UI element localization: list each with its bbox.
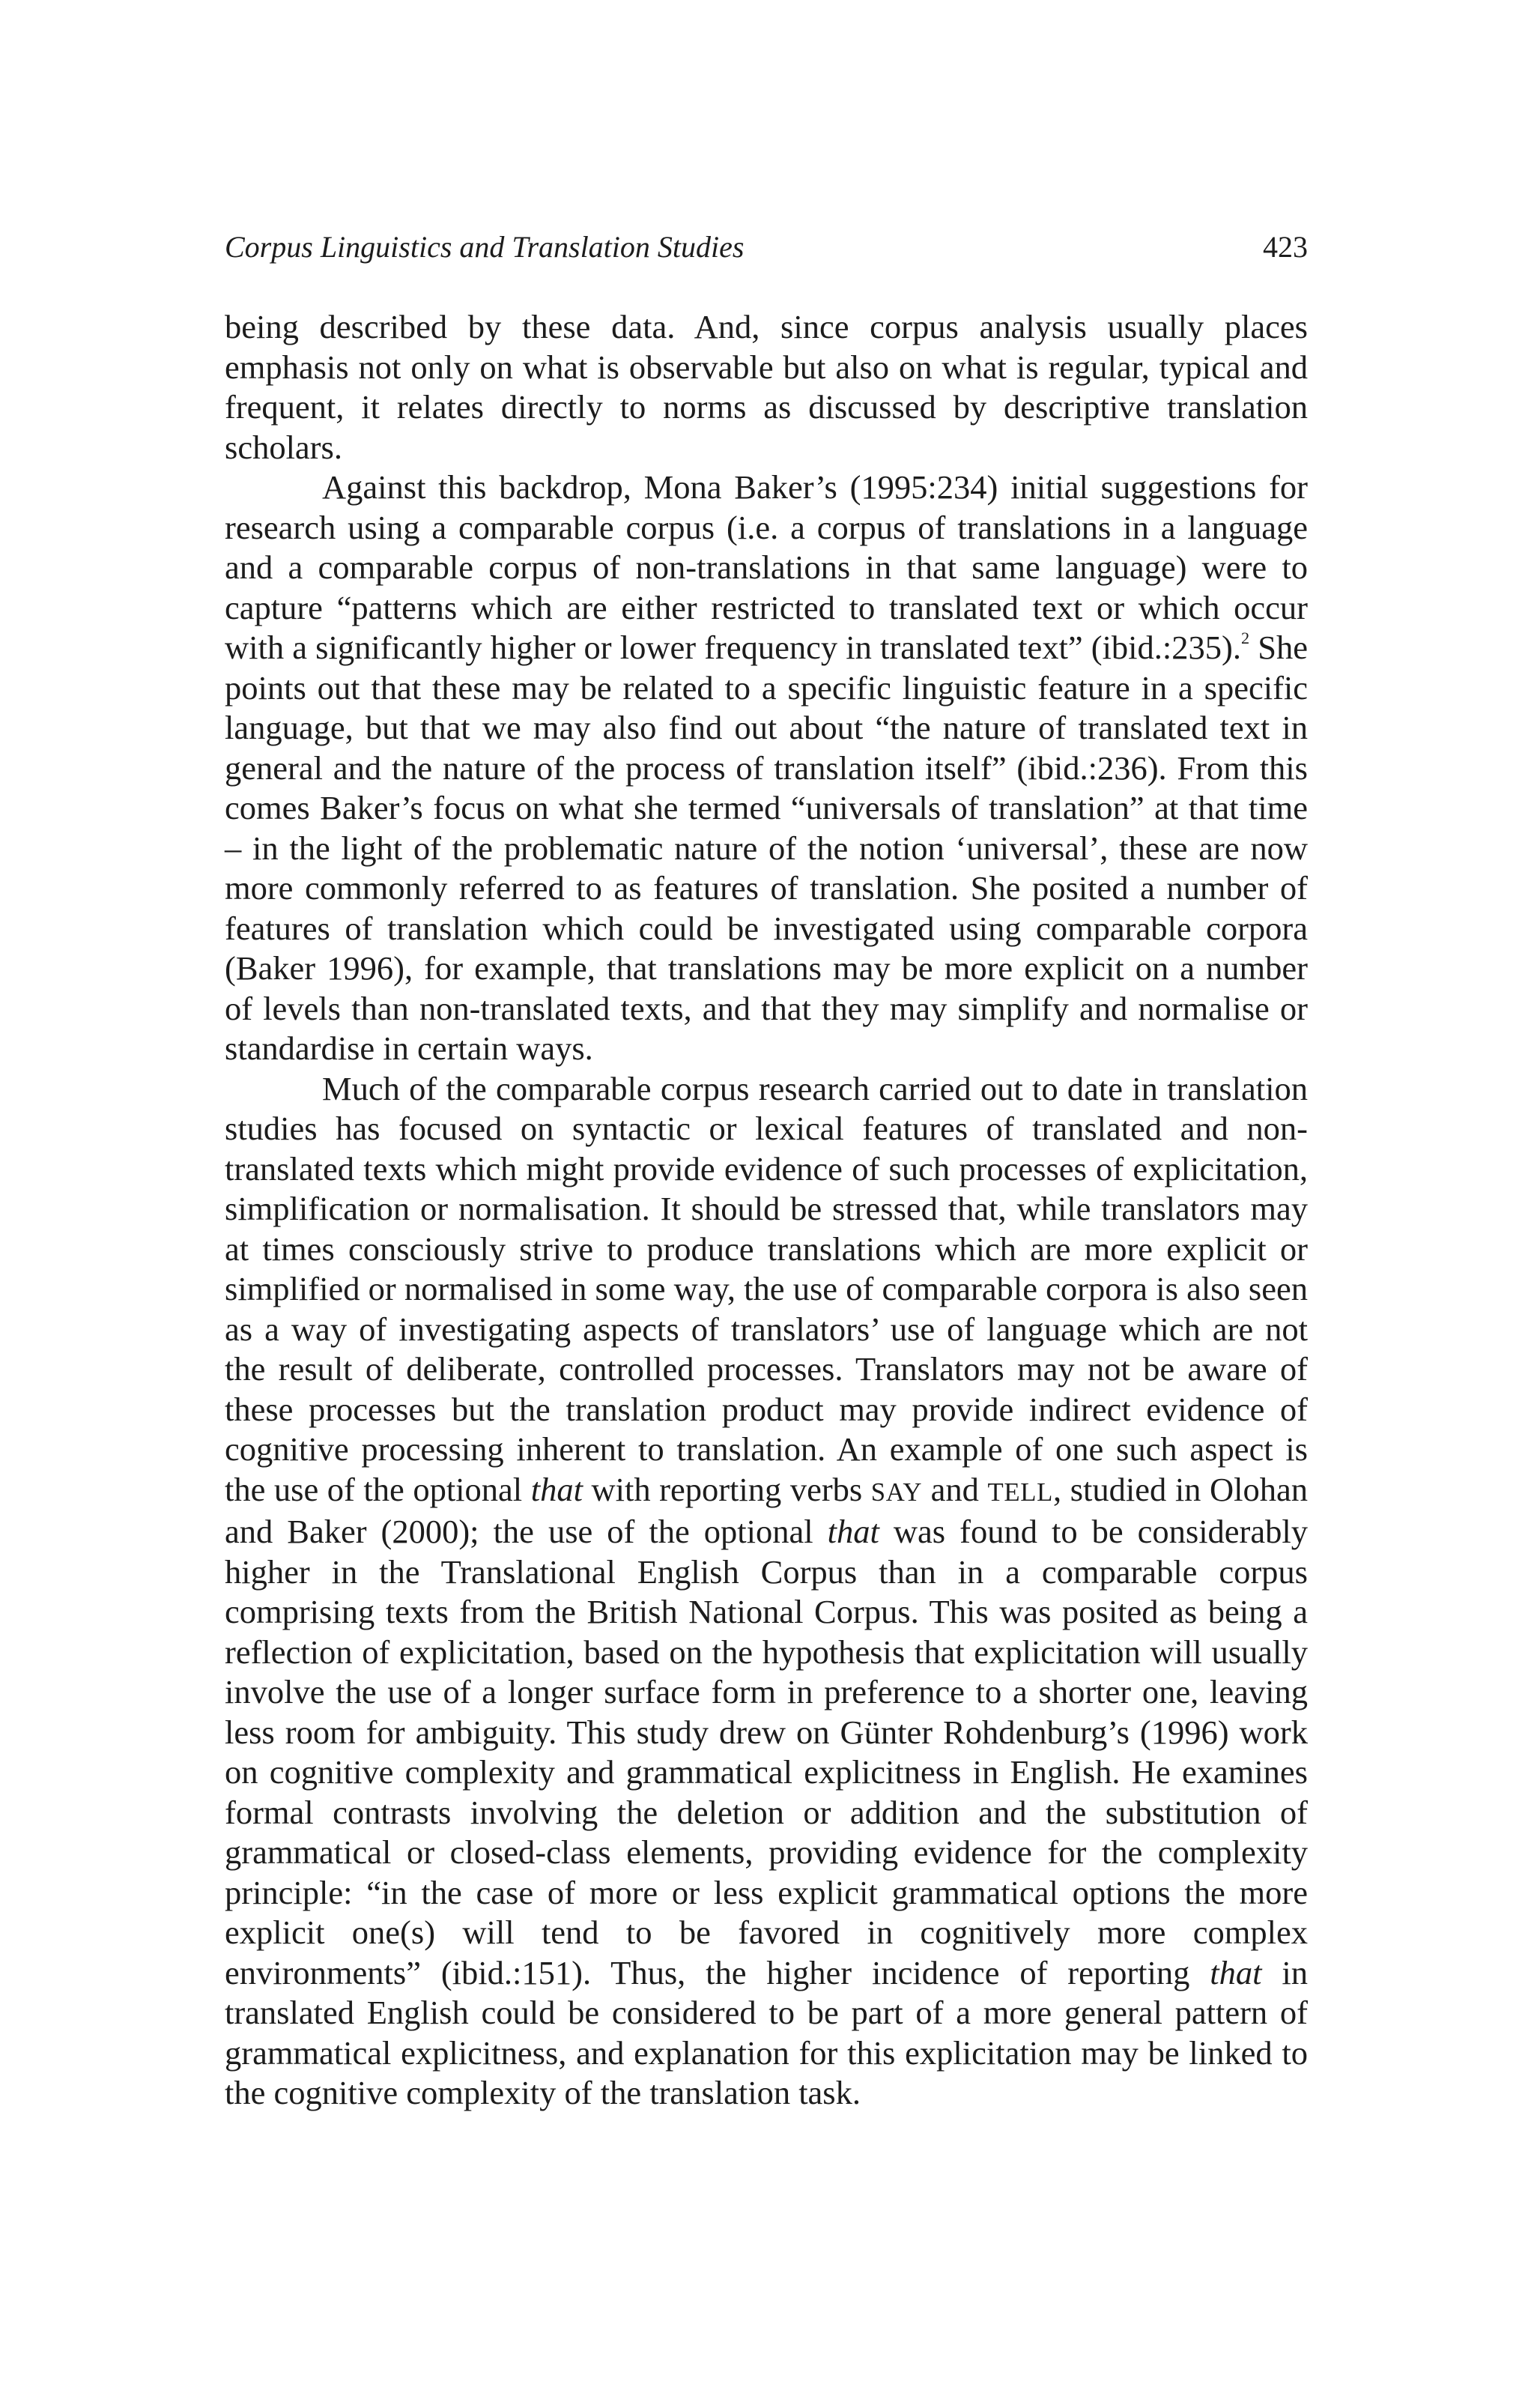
italic-that-2: that <box>827 1513 879 1550</box>
paragraph-2 <box>225 468 1308 1069</box>
running-title: Corpus Linguistics and Translation Studies <box>225 230 745 264</box>
paragraph-1: being described by these data. And, since corpus analysis usually places emphasis not only on what is observable but also on what is regular, typical and frequent, it relates directly to norms as discussed by descriptive translation scholars. <box>225 308 1308 466</box>
paragraph-3-text-c: and <box>922 1470 988 1508</box>
paragraph-3-text-e: was found to be considerably higher in the Translational English Corpus than in a comparable corpus comprising texts from the British National Corpus. This was posited as being a reflection of explicitation, based on the hypothesis that explicitation will usually involve the use of a longer surface form in preference to a shorter one, leaving less room for ambiguity. This study drew on Günter Rohdenburg’s (1996) work on cognitive complexity and grammatical explicitness in English. He examines formal contrasts involving the deletion or addition and the substitution of grammatical or closed-class elements, providing evidence for the complexity principle: “in the case of more or less explicit grammatical options the more explicit one(s) will tend to be favored in cognitively more complex environments” (ibid.:151). Thus, the higher incidence of reporting <box>225 1513 1308 1991</box>
footnote-marker: 2 <box>1240 628 1250 647</box>
paragraph-3-text-f: in translated English could be considered to be part of a more general pattern of grammatical explicitness, and explanation for this explicitation may be linked to the cognitive complexity of the translation task. <box>225 1953 1308 2111</box>
paragraph-3-text-d: , studied in Olohan and Baker (2000); the use of the optional <box>225 1470 1308 1550</box>
paragraph-3-text-b: with reporting verbs <box>582 1470 871 1508</box>
paragraph-2-text-b: She points out that these may be related to a specific linguistic feature in a specific language, but that we may also find out about “the nature of translated text in general and the nature of the process of translation itself” (ibid.:236). From this comes Baker’s focus on what she termed “universals of translation” at that time – in the light of the problematic nature of the notion ‘universal’, these are now more commonly referred to as features of translation. She posited a number of features of translation which could be investigated using comparable corpora (Baker 1996), for example, that translations may be more explicit on a number of levels than non-translated texts, and that they may simplify and normalise or standardise in certain ways. <box>225 629 1308 1067</box>
small-caps-say: SAY <box>870 1477 923 1507</box>
small-caps-tell: TELL <box>987 1477 1054 1507</box>
italic-that-3: that <box>1210 1953 1262 1991</box>
paragraph-3 <box>225 1069 1308 2114</box>
italic-that-1: that <box>530 1470 583 1508</box>
body-text <box>225 307 1308 2114</box>
running-head <box>225 225 1308 270</box>
page-number: 423 <box>1263 230 1308 264</box>
paragraph-3-text-a: Much of the comparable corpus research carried out to date in translation studies has focused on syntactic or lexical features of translated and non-translated texts which might provide evidence of such processes of explicitation, simplification or normalisation. It should be stressed that, while translators may at times consciously strive to produce translations which are more explicit or simplified or normalised in some way, the use of comparable corpora is also seen as a way of investigating aspects of translators’ use of language which are not the result of deliberate, controlled processes. Translators may not be aware of these processes but the translation product may provide indirect evidence of cognitive processing inherent to translation. An example of one such aspect is the use of the optional <box>225 1069 1308 1508</box>
paragraph-2-text-a: Against this backdrop, Mona Baker’s (1995:234) initial suggestions for research using a comparable corpus (i.e. a corpus of translations in a language and a comparable corpus of non-translations in that same language) were to capture “patterns which are either restricted to translated text or which occur with a significantly higher or lower frequency in translated text” (ibid.:235). <box>225 468 1308 666</box>
